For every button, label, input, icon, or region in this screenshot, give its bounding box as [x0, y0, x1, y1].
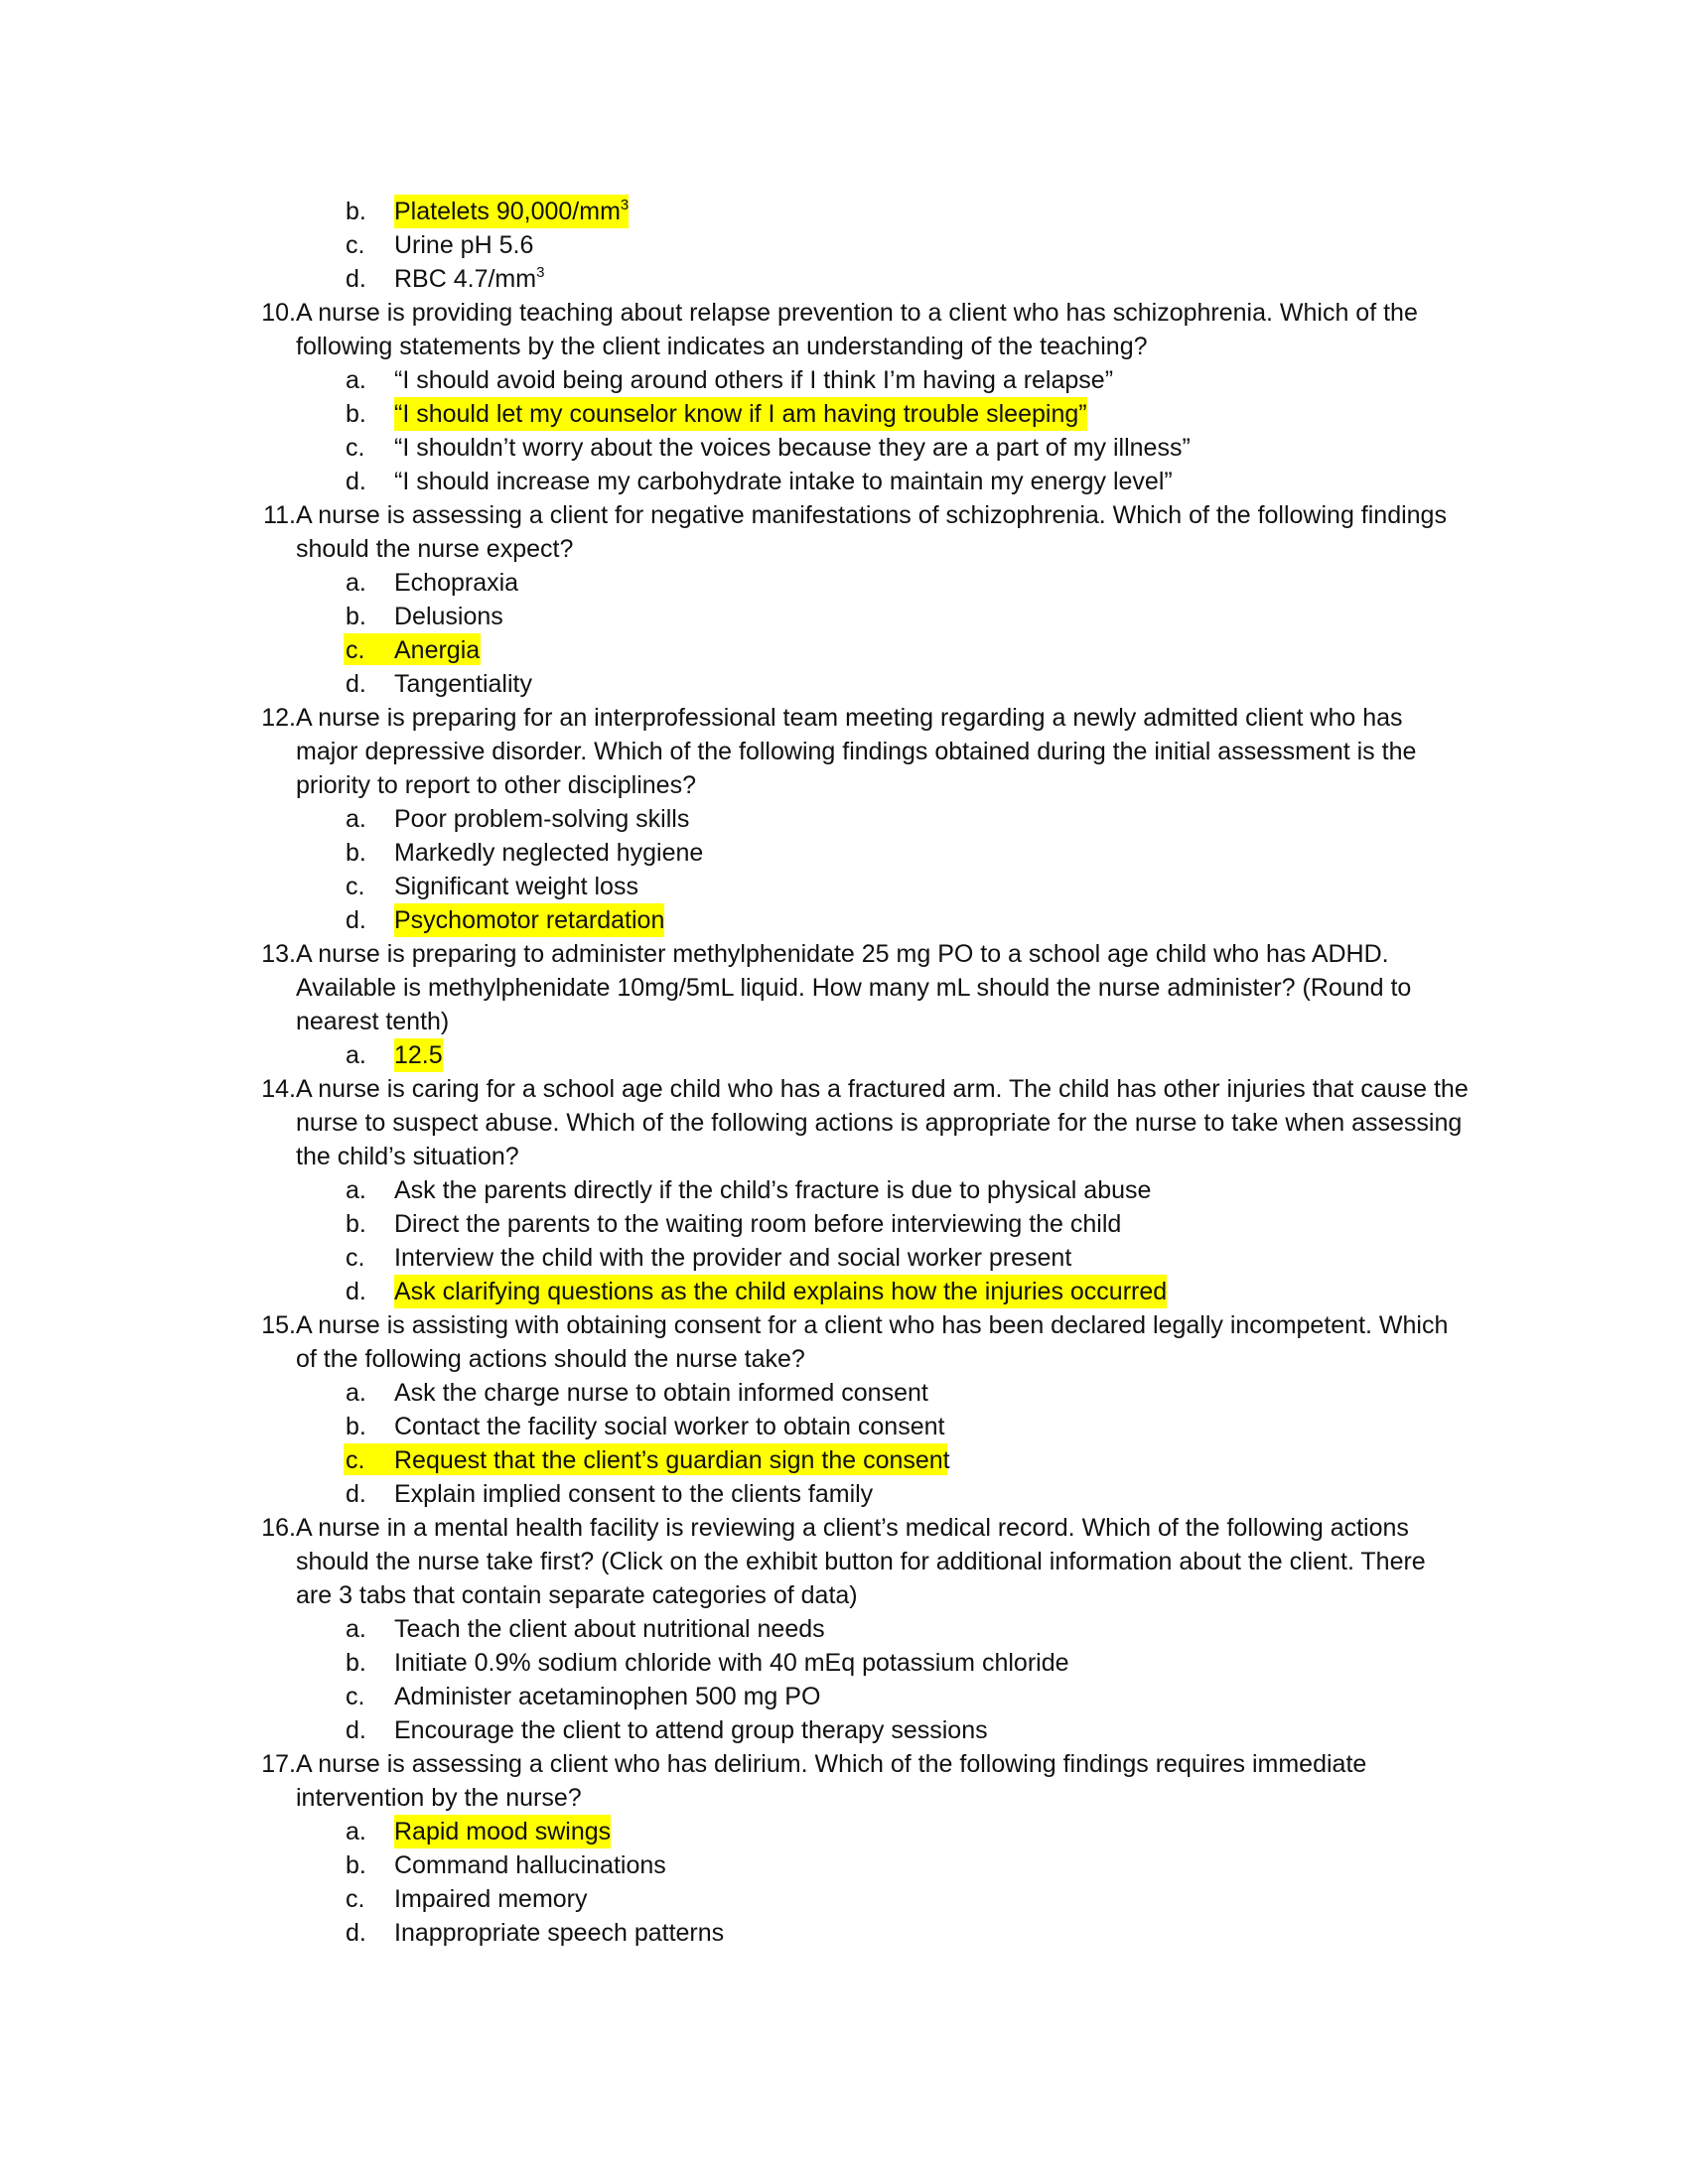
highlighted-answer: Psychomotor retardation	[394, 903, 664, 937]
question-number: 17.	[261, 1750, 296, 1778]
highlighted-answer: 12.5	[394, 1038, 443, 1072]
question-number: 11.	[263, 501, 296, 529]
highlighted-answer: “I should let my counselor know if I am having trouble sleeping”	[394, 397, 1087, 431]
question-number: 10.	[261, 299, 296, 327]
highlighted-answer: Ask clarifying questions as the child explains how the injuries occurred	[394, 1275, 1167, 1308]
document-page: b. Platelets $90,000/mm^3$ c. Urine pH 5.6 d. RBC $4.7/mm^3$ 10. A nurse is providing teaching about relapse prevention to a client who has schizophrenia. Which of the following statements by the client indicates an understanding of the teaching? a. “I should avoid being around others if I think I’m having a relapse” b. “I should let my counselor know if I am having trouble sleeping” c. “I shouldn’t worry about the voices because they are a part of my illness” d. “I should increase my carbohydrate intake to maintain my energy level” 11. A nurse is assessing a client for negative manifestations of schizophrenia. Which of the following findings should the nurse expect? a. Echopraxia b. Delusions c. Anergia d. Tangentiality 12. A nurse is preparing for an interprofessional team meeting regarding a newly admitted client who has major depressive disorder. Which of the following findings obtained during the initial assessment is the priority to report to other disciplines? a. Poor problem-solving skills b. Markedly neglected hygiene c. Significant weight loss d. Psychomotor retardation 13. A nurse is preparing to administer methylphenidate 25 mg PO to a school age child who has ADHD. Available is methylphenidate 10mg/5mL liquid. How many mL should the nurse administer? (Round to nearest tenth) a. 12.5 14. A nurse is caring for a school age child who has a fractured arm. The child has other injuries that cause the nurse to suspect abuse. Which of the following actions is appropriate for the nurse to take when assessing the child’s situation? a. Ask the parents directly if the child’s fracture is due to physical abuse b. Direct the parents to the waiting room before interviewing the child c. Interview the child with the provider and social worker present d. Ask clarifying questions as the child explains how the injuries occurred 15. A nurse is assisting with obtaining consent for a client who has been declared legally incompetent. Which of the following actions should the nurse take? a. Ask the charge nurse to obtain informed consent b. Contact the facility social worker to obtain consent c. Request that the client’s guardian sign the consent d. Explain implied consent to the clients family 16. A nurse in a mental health facility is reviewing a client’s medical record. Which of the following actions should the nurse take first? (Click on the exhibit button for additional information about the client. There are 3 tabs that contain separate categories of data) a. Teach the client about nutritional needs b. Initiate 0.9% sodium chloride with 40 mEq potassium chloride c. Administer acetaminophen 500 mg PO d. Encourage the client to attend group therapy sessions 17. A nurse is assessing a client who has delirium. Which of the following findings requires immediate intervention by the nurse? a. Rapid mood swings b. Command hallucinations c. Impaired memory d. Inappropriate speech patterns	[0, 0, 1688, 2184]
question-number: 14.	[261, 1075, 296, 1103]
highlighted-answer: Rapid mood swings	[394, 1815, 611, 1848]
question-number: 16.	[261, 1514, 296, 1542]
question-number: 15.	[261, 1311, 296, 1339]
highlighted-answer: Platelets $90,000/mm^3$	[394, 195, 629, 228]
question-number: 12.	[261, 704, 296, 732]
question-number: 13.	[261, 940, 296, 968]
